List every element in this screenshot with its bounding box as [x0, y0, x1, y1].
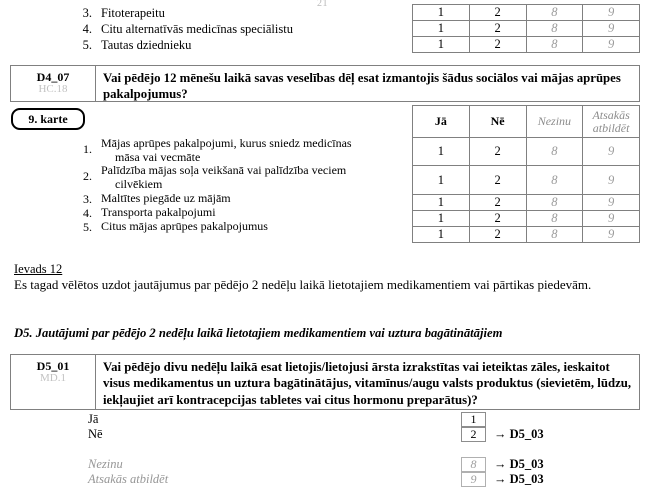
option-skip-instruction: → D5_03: [494, 472, 544, 486]
list-item-number: 3.: [83, 192, 92, 206]
answer-cell-yes[interactable]: 1: [413, 37, 470, 53]
list-item: [66, 206, 406, 220]
option-code-box[interactable]: 8: [461, 457, 486, 472]
list-item-line1: Palīdzība mājas soļa veikšanā vai palīdzība veciem: [101, 163, 347, 177]
column-header-yes: Jā: [413, 106, 470, 138]
question-block-d5-01: [10, 354, 640, 410]
table-row[interactable]: [413, 166, 640, 195]
answer-cell-refuse[interactable]: 9: [583, 21, 640, 37]
answer-cell-refuse[interactable]: 9: [583, 5, 640, 21]
list-item-line1: Mājas aprūpes pakalpojumi, kurus sniedz medicīnas: [101, 136, 352, 150]
list-item-line2: māsa vai vecmāte: [115, 149, 201, 164]
table-row[interactable]: [413, 37, 640, 53]
answer-cell-dontknow[interactable]: 8: [526, 195, 583, 211]
list-item-number: 5.: [82, 38, 92, 52]
answer-cell-no[interactable]: 2: [469, 227, 526, 243]
answer-cell-dontknow[interactable]: 8: [526, 37, 583, 53]
list-item-label: [101, 164, 346, 192]
table-row[interactable]: [413, 138, 640, 166]
intro-body: Es tagad vēlētos uzdot jautājumus par pēdējo 2 nedēļu laikā lietotajiem medikamentiem vai pārtikas piedevām.: [14, 277, 592, 293]
list-item-line2: cilvēkiem: [115, 176, 163, 191]
table-row[interactable]: [413, 195, 640, 211]
column-header-dontknow: Nezinu: [526, 106, 583, 138]
section-heading: D5. Jautājumi par pēdējo 2 nedēļu laikā lietotajiem medikamentiem vai uztura bagātinātājiem: [14, 326, 503, 340]
answer-cell-yes[interactable]: 1: [413, 195, 470, 211]
list-item-number: 5.: [83, 220, 92, 234]
list-item-label: Transporta pakalpojumi: [101, 205, 216, 219]
question-text: Vai pēdējo divu nedēļu laikā esat lietojis/lietojusi ārsta izrakstītas vai ieteiktas zāles, ieskaitot visus medikamentus un uztura bagātinātājus, vitamīnus/augu valsts produktus (sievietēm, lūdzu, iekļaujiet arī kontracepcijas tabletes vai citus hormonu preparātus)?: [103, 360, 632, 407]
page-number: 21: [317, 0, 328, 9]
question-code: D5_01: [36, 359, 70, 373]
answer-cell-refuse[interactable]: 9: [583, 138, 640, 166]
answer-cell-no[interactable]: 2: [469, 37, 526, 53]
option-row[interactable]: [0, 472, 645, 487]
answer-cell-refuse[interactable]: 9: [583, 37, 640, 53]
top-answer-grid: [412, 4, 640, 53]
column-header-refuse-line2: atbildēt: [592, 120, 630, 135]
column-header-refuse-line1: Atsakās: [592, 107, 630, 122]
column-header-refuse: [583, 106, 640, 138]
question-block-d4-07: [10, 65, 640, 102]
option-code-box[interactable]: 2: [461, 427, 486, 442]
list-item-number: 2.: [83, 169, 92, 183]
d4-07-answer-grid: [412, 105, 640, 243]
answer-cell-no[interactable]: 2: [469, 166, 526, 195]
answer-cell-dontknow[interactable]: 8: [526, 5, 583, 21]
answer-cell-yes[interactable]: 1: [413, 227, 470, 243]
show-card-marker: 9. karte: [11, 108, 85, 130]
list-item: [66, 164, 406, 192]
list-item: [66, 192, 406, 206]
answer-cell-refuse[interactable]: 9: [583, 211, 640, 227]
answer-cell-yes[interactable]: 1: [413, 21, 470, 37]
option-label: Nē: [88, 427, 103, 441]
list-item-label: Maltītes piegāde uz mājām: [101, 191, 231, 205]
intro-title: Ievads 12: [14, 262, 63, 276]
question-code-cell: [11, 66, 96, 101]
question-subcode: MD.1: [40, 371, 66, 384]
table-row[interactable]: [413, 227, 640, 243]
table-header-row: [413, 106, 640, 138]
list-item-label: Tautas dziednieku: [101, 38, 192, 52]
list-item: [66, 22, 396, 38]
column-header-no: Nē: [469, 106, 526, 138]
list-item: [66, 6, 396, 22]
list-item: [66, 137, 406, 164]
option-code-box[interactable]: 1: [461, 412, 486, 427]
list-item-label: [101, 137, 352, 165]
answer-cell-dontknow[interactable]: 8: [526, 166, 583, 195]
intro-block: [14, 261, 626, 293]
list-item-label: Citus mājas aprūpes pakalpojumus: [101, 219, 268, 233]
answer-cell-dontknow[interactable]: 8: [526, 21, 583, 37]
option-label: Atsakās atbildēt: [88, 472, 169, 486]
answer-cell-refuse[interactable]: 9: [583, 227, 640, 243]
list-item: [66, 220, 406, 234]
answer-cell-refuse[interactable]: 9: [583, 166, 640, 195]
option-skip-instruction: → D5_03: [494, 427, 544, 441]
list-item-number: 3.: [82, 6, 92, 20]
option-label: Nezinu: [88, 457, 123, 471]
answer-cell-no[interactable]: 2: [469, 211, 526, 227]
top-item-list: [66, 6, 396, 54]
question-code: D4_07: [36, 70, 70, 84]
answer-cell-yes[interactable]: 1: [413, 166, 470, 195]
option-row[interactable]: [0, 457, 645, 472]
table-row[interactable]: [413, 5, 640, 21]
option-row[interactable]: [0, 427, 645, 442]
answer-cell-refuse[interactable]: 9: [583, 195, 640, 211]
answer-cell-dontknow[interactable]: 8: [526, 138, 583, 166]
option-skip-instruction: → D5_03: [494, 457, 544, 471]
list-item-number: 4.: [82, 22, 92, 36]
answer-cell-yes[interactable]: 1: [413, 5, 470, 21]
d4-07-item-list: [66, 137, 406, 234]
d5-01-option-list: [0, 412, 645, 487]
question-text: Vai pēdējo 12 mēnešu laikā savas veselības dēļ esat izmantojis šādus sociālos vai mājas aprūpes pakalpojumus?: [103, 71, 621, 102]
option-spacer: [0, 442, 645, 457]
list-item-label: Fitoterapeitu: [101, 6, 165, 20]
list-item-number: 1.: [83, 142, 92, 156]
option-label: Jā: [88, 412, 99, 426]
list-item: [66, 38, 396, 54]
question-code-cell: [11, 355, 96, 409]
answer-cell-dontknow[interactable]: 8: [526, 211, 583, 227]
answer-cell-yes[interactable]: 1: [413, 211, 470, 227]
answer-cell-no[interactable]: 2: [469, 195, 526, 211]
table-row[interactable]: [413, 21, 640, 37]
answer-cell-no[interactable]: 2: [469, 138, 526, 166]
answer-cell-yes[interactable]: 1: [413, 138, 470, 166]
answer-cell-no[interactable]: 2: [469, 21, 526, 37]
list-item-label: Citu alternatīvās medicīnas speciālistu: [101, 22, 293, 36]
option-row[interactable]: [0, 412, 645, 427]
table-row[interactable]: [413, 211, 640, 227]
answer-cell-no[interactable]: 2: [469, 5, 526, 21]
answer-cell-dontknow[interactable]: 8: [526, 227, 583, 243]
list-item-number: 4.: [83, 206, 92, 220]
question-subcode: HC.18: [38, 82, 68, 95]
option-code-box[interactable]: 9: [461, 472, 486, 487]
